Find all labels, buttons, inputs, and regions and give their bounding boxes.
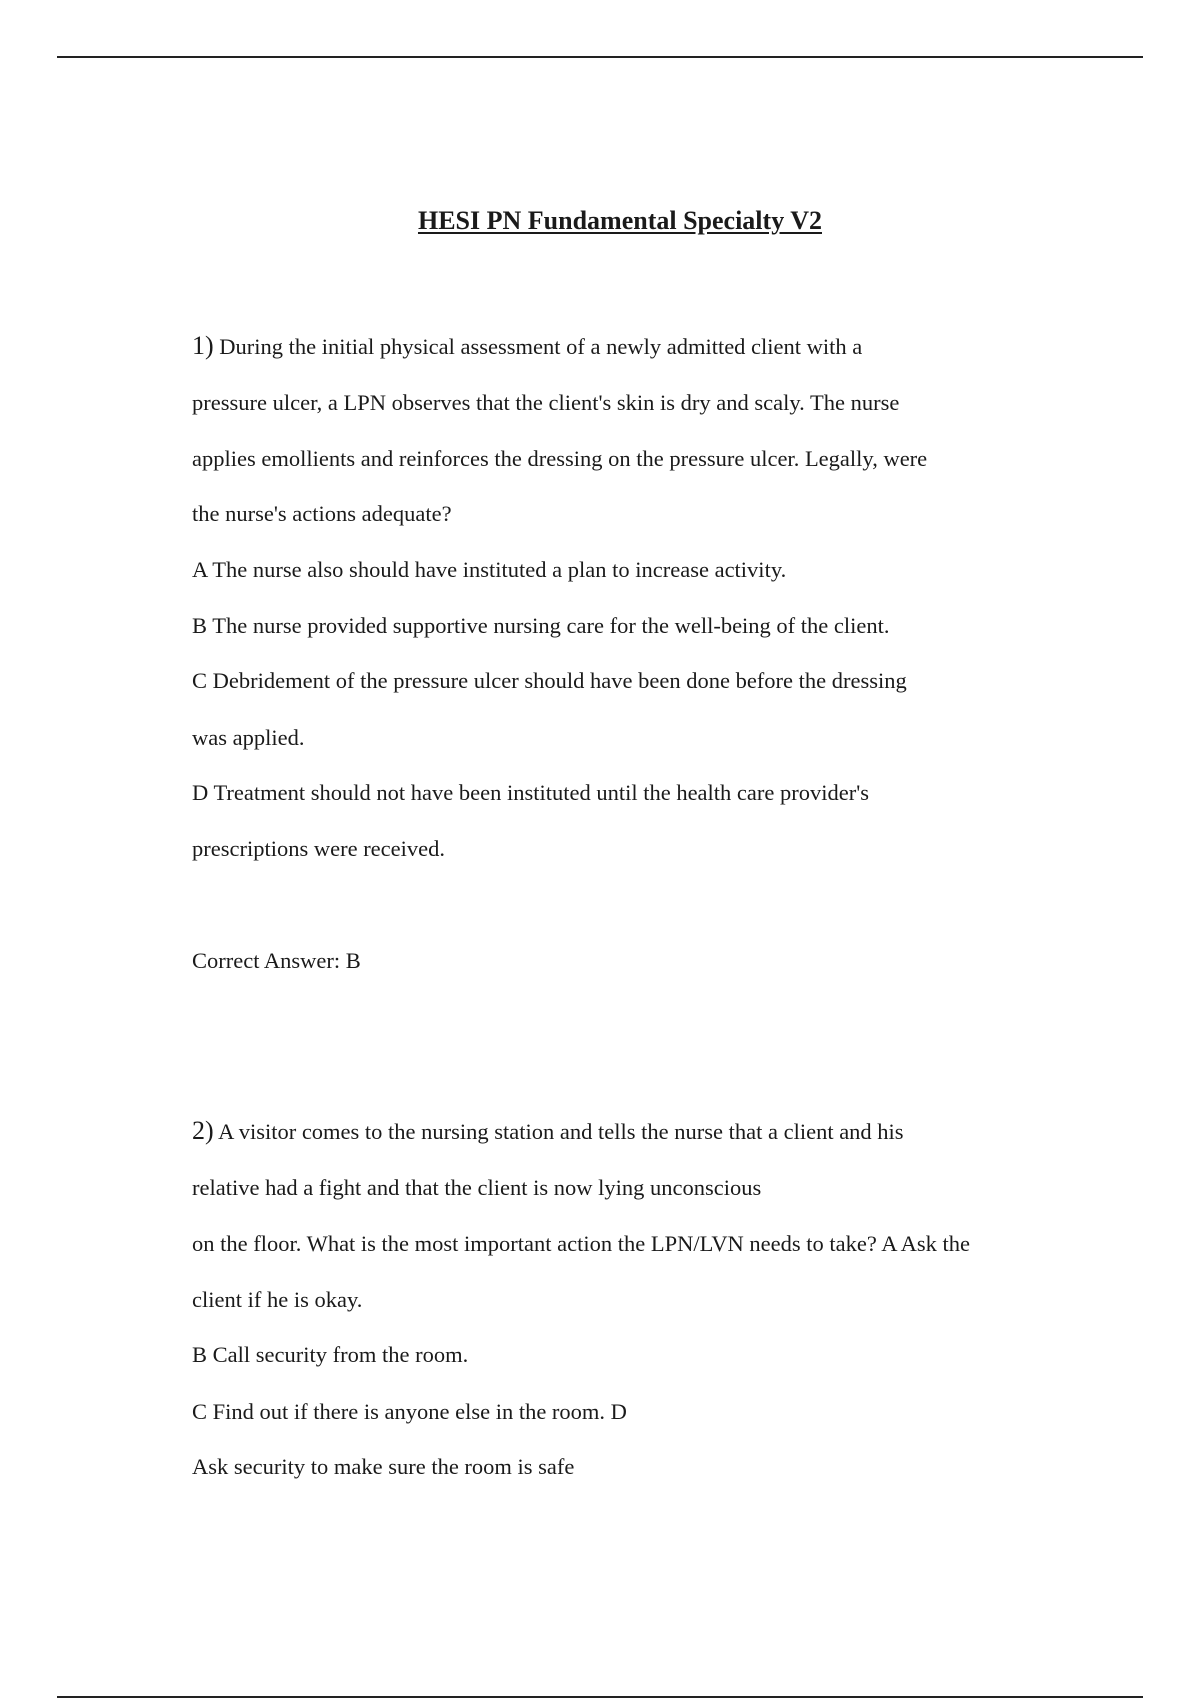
- question-2-stem-line: on the floor. What is the most important action the LPN/LVN needs to take? A Ask the: [192, 1231, 971, 1256]
- question-2-option-b: B Call security from the room.: [192, 1342, 469, 1367]
- question-2-stem-line: client if he is okay.: [192, 1287, 363, 1312]
- document-title: HESI PN Fundamental Specialty V2: [417, 206, 822, 235]
- question-1-option-d: D Treatment should not have been instituted until the health care provider's: [192, 780, 870, 805]
- question-1-correct-answer: Correct Answer: B: [192, 948, 361, 973]
- question-2-stem-line: relative had a fight and that the client is now lying unconscious: [192, 1175, 762, 1200]
- question-1-option-b: B The nurse provided supportive nursing care for the well-being of the client.: [192, 613, 890, 638]
- question-1-stem-line: pressure ulcer, a LPN observes that the client's skin is dry and scaly. The nurse: [192, 390, 900, 415]
- bottom-rule: [57, 1696, 1143, 1698]
- question-1-option-c: C Debridement of the pressure ulcer should have been done before the dressing: [192, 668, 907, 693]
- question-1-stem-line: [192, 331, 862, 362]
- question-2-stem-line: [192, 1116, 904, 1147]
- question-1-option-d-cont: prescriptions were received.: [192, 836, 446, 861]
- question-2-option-d: Ask security to make sure the room is safe: [192, 1454, 575, 1479]
- question-1-stem-line: the nurse's actions adequate?: [192, 501, 452, 526]
- question-1-option-a: A The nurse also should have instituted a plan to increase activity.: [192, 557, 787, 582]
- question-1-stem-line: applies emollients and reinforces the dressing on the pressure ulcer. Legally, were: [192, 446, 928, 471]
- question-1-number: 1): [192, 331, 214, 360]
- question-1-option-c-cont: was applied.: [192, 725, 305, 750]
- question-2-number: 2): [192, 1116, 214, 1145]
- question-2-stem-text: A visitor comes to the nursing station and tells the nurse that a client and his: [218, 1119, 904, 1144]
- top-rule: [57, 56, 1143, 58]
- question-2-option-c: C Find out if there is anyone else in the room. D: [192, 1399, 627, 1424]
- question-1-stem-text: During the initial physical assessment of a newly admitted client with a: [219, 334, 863, 359]
